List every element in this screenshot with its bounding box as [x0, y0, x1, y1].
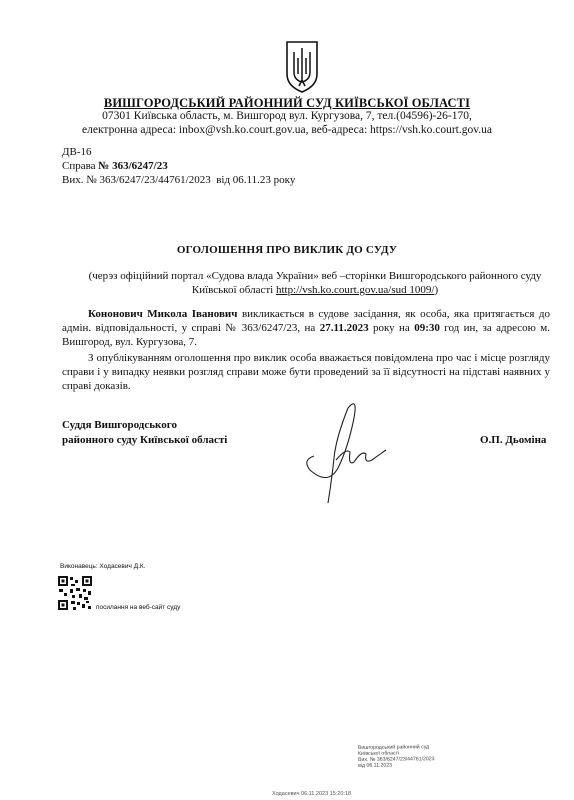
executor-note: Виконавець: Ходасевич Д.К.	[60, 563, 146, 570]
hearing-date: 27.11.2023	[319, 322, 369, 334]
registration-stamp	[358, 743, 558, 769]
court-name: ВИШГОРОДСЬКИЙ РАЙОННИЙ СУД КИЇВСЬКОЇ ОБЛАСТІ	[103, 96, 471, 110]
qr-caption: посилання на веб-сайт суду	[96, 604, 181, 611]
judge-title-line1: Суддя Вишгородського	[62, 419, 177, 431]
case-label: Справа	[62, 160, 96, 172]
stamp-line: від 06.11.2023	[358, 762, 393, 769]
case-reference	[62, 160, 168, 172]
summons-text-a: викликається в судове засідання, як особа, яка притягається до адмін. відповідальності, у справі № 363/6247/23, на	[62, 308, 550, 334]
court-website-link[interactable]: http://vsh.ko.court.gov.ua/sud 1009/	[275, 284, 435, 296]
stamp-line: Вих. № 363/6247/23/44761/2023	[358, 756, 435, 763]
portal-text: (черэз офіційний портал «Судова влада України» веб –сторінки Вишгородського районного суду Київської області	[88, 270, 542, 296]
page-title: ОГОЛОШЕННЯ ПРО ВИКЛИК ДО СУДУ	[176, 244, 398, 256]
judge-title-line2: районного суду Київської області	[62, 434, 228, 446]
summoned-person: Кононович Микола Іванович	[88, 308, 238, 320]
case-number: № 363/6247/23	[98, 160, 168, 172]
document-code: ДВ-16	[62, 146, 92, 158]
coat-of-arms-icon	[284, 40, 320, 94]
judge-name: О.П. Дьоміна	[480, 434, 547, 446]
summons-text-b: року на	[368, 322, 415, 334]
notice-paragraph: З опублікуванням оголошення про виклик особа вважається повідомлена про час і місце розгляду справи і у випадку неявки розгляд справи може бути проведений за її відсутності на підставі наявних у справі доказів.	[62, 352, 550, 392]
portal-close: )	[434, 284, 439, 296]
summons-paragraph	[62, 307, 550, 349]
outgoing-date: від 06.11.23 року	[216, 174, 296, 186]
outgoing-number: Вих. № 363/6247/23/44761/2023	[62, 174, 211, 186]
stamp-line: Київської області	[357, 750, 400, 757]
hearing-time: 09:30	[414, 322, 440, 334]
outgoing-reference	[62, 174, 295, 186]
court-contacts: електронна адреса: inbox@vsh.ko.court.gov.ua, веб-адреса: https://vsh.ko.court.gov.ua	[82, 124, 492, 136]
judge-title	[62, 418, 227, 448]
summons-text-c: год ин, за адресою м. Вишгород, вул. Кургузова, 7.	[62, 322, 550, 348]
handwritten-signature	[288, 388, 398, 518]
qr-code-icon[interactable]	[57, 575, 93, 611]
footer-stamp: Ходасевич 06.11.2023 15:20:18	[272, 791, 352, 797]
portal-note	[76, 269, 554, 297]
court-address: 07301 Київська область, м. Вишгород вул. Кургузова, 7, тел.(04596)-26-170,	[102, 110, 472, 122]
stamp-line: Вишгородський районний суд	[357, 744, 430, 751]
